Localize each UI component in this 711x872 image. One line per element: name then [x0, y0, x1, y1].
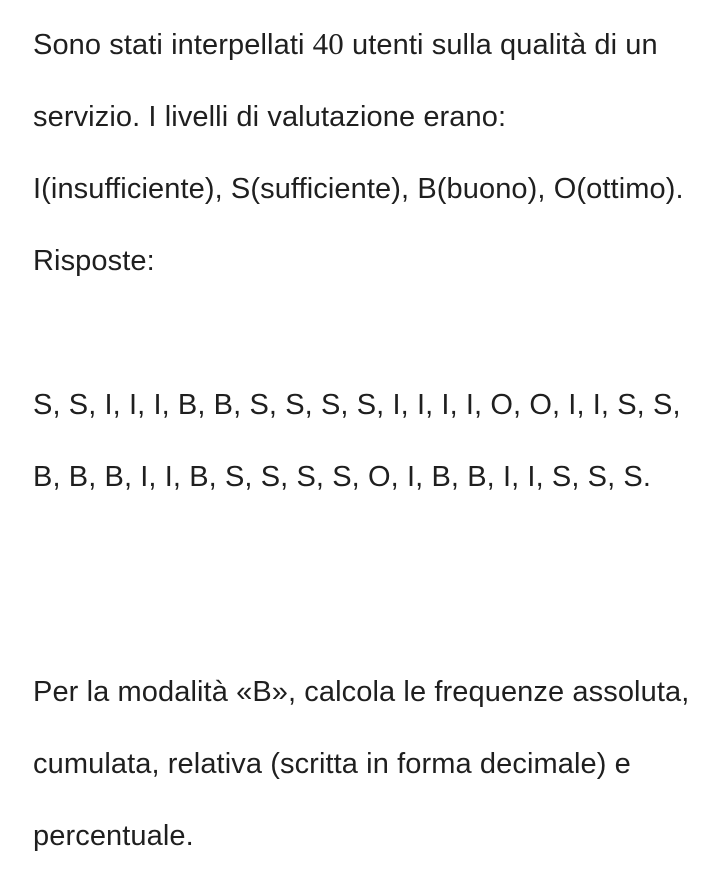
intro-text-end: utenti sulla qualità di un servizio. I livelli di valutazione erano: I(insufficiente), S(sufficiente), B(buono), O(ottimo). Risposte:	[33, 29, 684, 277]
question-text: Per la modalità «B», calcola le frequenze assoluta, cumulata, relativa (scritta in forma decimale) e percentuale.	[33, 676, 690, 852]
responses-list: S, S, I, I, I, B, B, S, S, S, S, I, I, I, I, O, O, I, I, S, S, B, B, B, I, I, B, S, S, S, S, O, I, B, B, I, I, S, S, S.	[33, 389, 681, 493]
problem-intro	[33, 8, 693, 297]
users-count: 40	[312, 26, 344, 61]
intro-text-start: Sono stati interpellati	[33, 29, 313, 61]
